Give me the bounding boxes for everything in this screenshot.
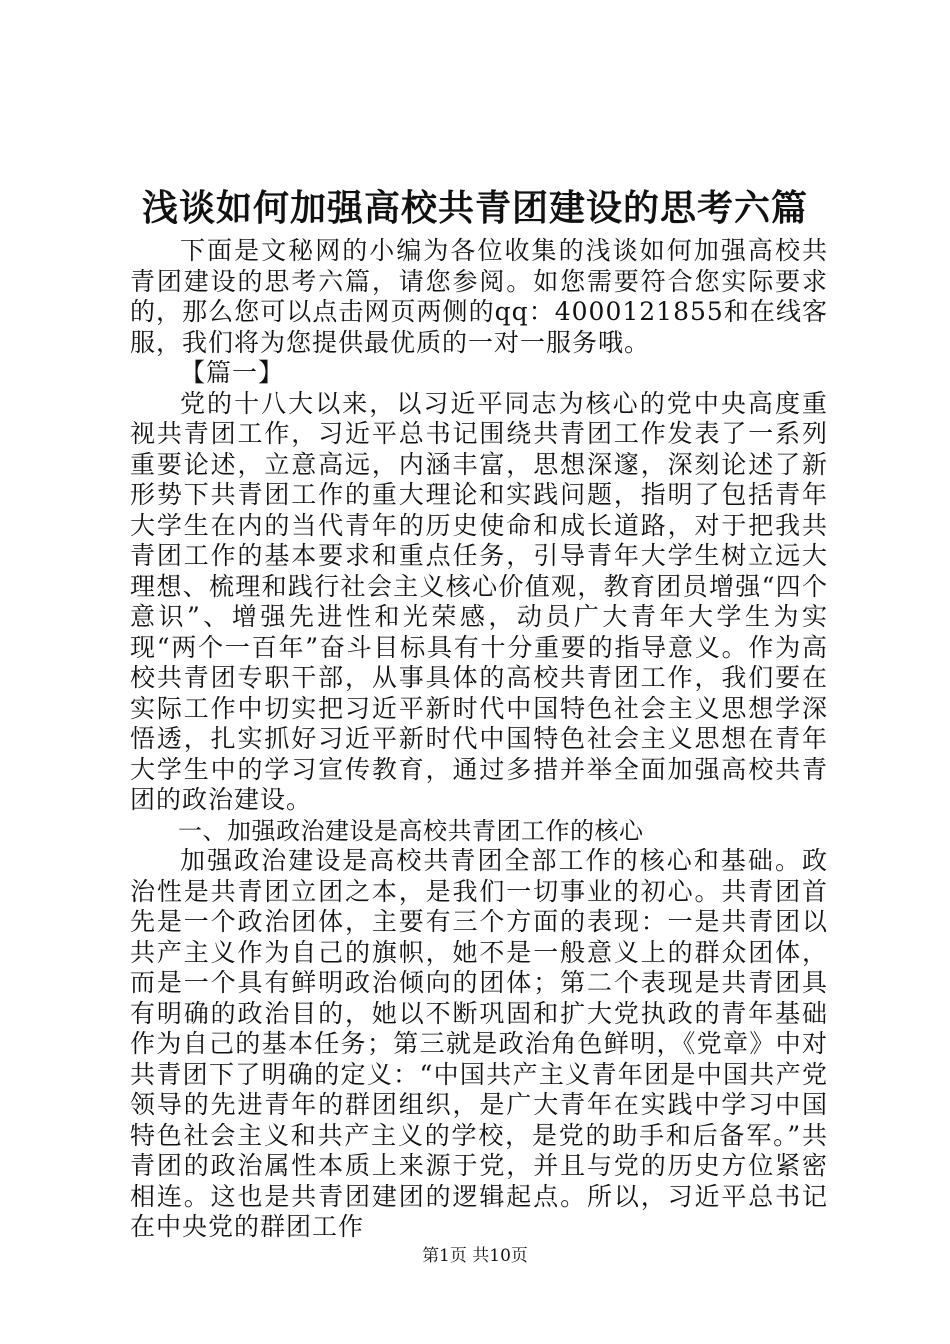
paragraph-1: 党的十八大以来，以习近平同志为核心的党中央高度重视共青团工作，习近平总书记围绕共青团工作发表了一系列重要论述，立意高远，内涵丰富，思想深邃，深刻论述了新形势下共青团工作的重大理论和实践问题，指明了包括青年大学生在内的当代青年的历史使命和成长道路，对于把我共青团工作的基本要求和重点任务，引导青年大学生树立远大理想、梳理和践行社会主义核心价值观，教育团员增强“四个意识”、增强先进性和光荣感，动员广大青年大学生为实现“两个一百年”奋斗目标具有十分重要的指导意义。作为高校共青团专职干部，从事具体的高校共青团工作，我们要在实际工作中切实把习近平新时代中国特色社会主义思想学深悟透，扎实抓好习近平新时代中国特色社会主义思想在青年大学生中的学习宣传教育，通过多措并举全面加强高校共青团的政治建设。 (130, 388, 828, 814)
document-title: 浅谈如何加强高校共青团建设的思考六篇 (141, 187, 808, 229)
page-footer: 第1页 共10页 (422, 1246, 528, 1266)
document-body (130, 236, 828, 1243)
intro-paragraph: 下面是文秘网的小编为各位收集的浅谈如何加强高校共青团建设的思考六篇，请您参阅。如您需要符合您实际要求的，那么您可以点击网页两侧的qq：4000121855和在线客服，我们将为您提供最优质的一对一服务哦。 (130, 236, 828, 357)
section-heading-1: 一、加强政治建设是高校共青团工作的核心 (178, 816, 644, 845)
paragraph-2: 加强政治建设是高校共青团全部工作的核心和基础。政治性是共青团立团之本，是我们一切事业的初心。共青团首先是一个政治团体，主要有三个方面的表现：一是共青团以共产主义作为自己的旗帜，她不是一般意义上的群众团体，而是一个具有鲜明政治倾向的团体；第二个表现是共青团具有明确的政治目的，她以不断巩固和扩大党执政的青年基础作为自己的基本任务；第三就是政治角色鲜明，《党章》中对共青团下了明确的定义：“中国共产主义青年团是中国共产党领导的先进青年的群团组织，是广大青年在实践中学习中国特色社会主义和共产主义的学校，是党的助手和后备军。”共青团的政治属性本质上来源于党，并且与党的历史方位紧密相连。这也是共青团建团的逻辑起点。所以，习近平总书记在中央党的群团工作 (130, 846, 828, 1241)
section-label: 【篇一】 (180, 358, 285, 387)
